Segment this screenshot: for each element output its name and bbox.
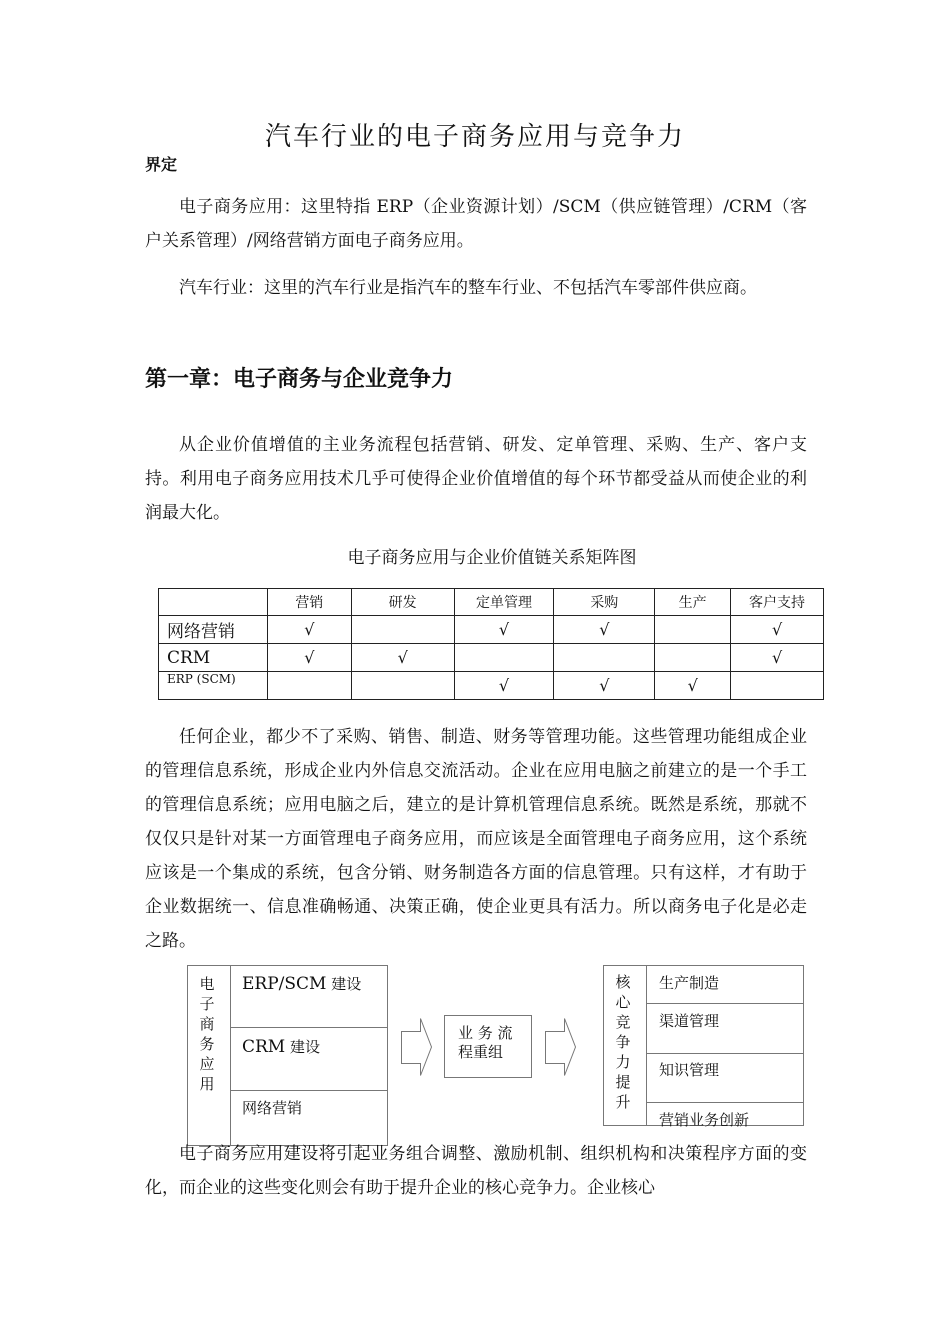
definition-paragraph-1: 电子商务应用：这里特指 ERP（企业资源计划）/SCM（供应链管理）/CRM（客户关系管理）/网络营销方面电子商务应用。 <box>145 197 807 251</box>
matrix-header-cell: 定单管理 <box>454 589 554 616</box>
matrix-header-cell: 客户支持 <box>731 589 824 616</box>
vertical-char: 提 <box>615 1073 631 1091</box>
erp-scm-item <box>242 973 361 994</box>
vertical-char: 用 <box>199 1075 215 1093</box>
vertical-char: 务 <box>199 1035 215 1053</box>
item-latin: ERP/SCM <box>242 974 327 994</box>
vertical-char: 心 <box>615 993 631 1011</box>
middle-line-1: 业 务 流 <box>458 1024 513 1042</box>
chapter-title: 第一章：电子商务与企业竞争力 <box>145 367 454 392</box>
right-item: 渠道管理 <box>659 1012 720 1030</box>
matrix-row-label: 网络营销 <box>159 616 268 644</box>
arrow-right-icon <box>546 1019 576 1076</box>
right-vertical-label <box>615 972 631 1112</box>
matrix-cell: √ <box>731 616 824 644</box>
matrix-cell: √ <box>554 672 655 700</box>
matrix-row-label: ERP (SCM) <box>159 672 268 700</box>
arrow-right-icon <box>402 1019 432 1076</box>
matrix-cell: √ <box>655 672 731 700</box>
middle-line-2: 程重组 <box>458 1043 504 1061</box>
item-cjk: 建设 <box>326 975 362 993</box>
chapter-paragraph-2: 任何企业，都少不了采购、销售、制造、财务等管理功能。这些管理功能组成企业的管理信息系统，形成企业内外信息交流活动。企业在应用电脑之前建立的是一个手工的管理信息系统；应用电脑之后，建立的是计算机管理信息系统。既然是系统，那就不仅仅只是针对某一方面管理电子商务应用，而应该是全面管理电子商务应用，这个系统应该是一个集成的系统，包含分销、财务制造各方面的信息管理。只有这样，才有助于企业数据统一、信息准确畅通、决策正确，使企业更具有活力。所以商务电子化是必走之路。 <box>145 727 807 951</box>
matrix-row-label: CRM <box>159 644 268 672</box>
right-item: 知识管理 <box>659 1061 720 1079</box>
vertical-char: 争 <box>615 1033 631 1051</box>
vertical-char: 商 <box>199 1015 215 1033</box>
matrix-cell: √ <box>454 672 554 700</box>
matrix-cell: √ <box>267 616 351 644</box>
table-caption: 电子商务应用与企业价值链关系矩阵图 <box>347 548 637 568</box>
vertical-char: 竞 <box>615 1013 631 1031</box>
matrix-cell: √ <box>267 644 351 672</box>
document-title: 汽车行业的电子商务应用与竞争力 <box>264 122 685 152</box>
item-cjk: 建设 <box>285 1038 320 1056</box>
chapter-paragraph-1: 从企业价值增值的主业务流程包括营销、研发、定单管理、采购、生产、客户支持。利用电子商务应用技术几乎可使得企业价值增值的每个环节都受益从而使企业的利润最大化。 <box>145 435 807 523</box>
section-label: 界定 <box>145 155 178 174</box>
crm-item <box>242 1036 320 1057</box>
network-marketing-item: 网络营销 <box>242 1099 303 1117</box>
chapter-paragraph-3: 电子商务应用建设将引起业务组合调整、激励机制、组织机构和决策程序方面的变化，而企业的这些变化则会有助于提升企业的核心竞争力。企业核心 <box>145 1144 807 1198</box>
vertical-char: 力 <box>615 1053 631 1071</box>
vertical-char: 子 <box>199 995 215 1013</box>
matrix-header-cell: 研发 <box>351 589 454 616</box>
vertical-char: 电 <box>199 975 215 993</box>
matrix-header-cell: 采购 <box>554 589 655 616</box>
right-item: 生产制造 <box>659 974 720 992</box>
matrix-cell: √ <box>554 616 655 644</box>
matrix-cell: √ <box>351 644 454 672</box>
item-latin: CRM <box>242 1037 286 1057</box>
matrix-cell: √ <box>731 644 824 672</box>
definition-paragraph-2: 汽车行业：这里的汽车行业是指汽车的整车行业、不包括汽车零部件供应商。 <box>179 278 757 298</box>
matrix-header-cell: 生产 <box>655 589 731 616</box>
vertical-char: 应 <box>199 1055 215 1073</box>
matrix-header-cell: 营销 <box>267 589 351 616</box>
vertical-char: 核 <box>615 973 631 991</box>
vertical-char: 升 <box>615 1093 631 1111</box>
matrix-cell: √ <box>454 616 554 644</box>
left-vertical-label <box>199 974 215 1094</box>
right-item: 营销业务创新 <box>659 1111 750 1129</box>
